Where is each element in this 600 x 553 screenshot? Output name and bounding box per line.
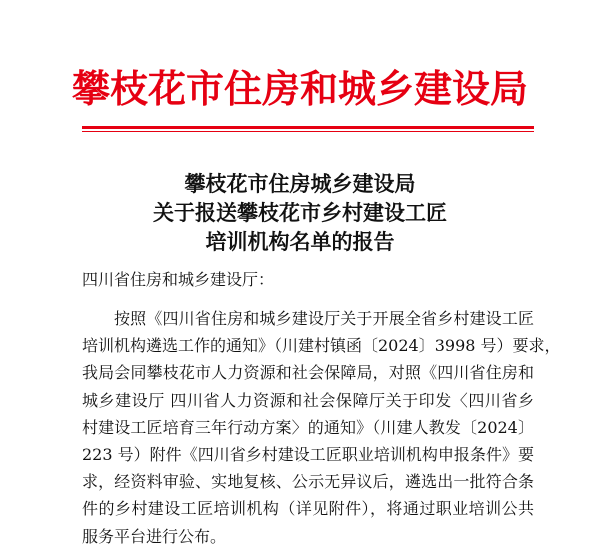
- body-line: 我局会同攀枝花市人力资源和社会保障局，对照《四川省住房和: [82, 363, 534, 383]
- body-line: 村建设工匠培育三年行动方案〉的通知》（川建人教发〔2024〕: [82, 417, 534, 437]
- header-red-rule-thick: [82, 126, 534, 129]
- body-paragraph: [82, 305, 561, 550]
- body-line: 求，经资料审验、实地复核、公示无异议后，遴选出一批符合条: [82, 472, 534, 492]
- body-line: 服务平台进行公布。: [82, 526, 227, 546]
- body-line: 城乡建设厅 四川省人力资源和社会保障厅关于印发〈四川省乡: [82, 390, 534, 410]
- body-line: 件的乡村建设工匠培训机构（详见附件），将通过职业培训公共: [82, 499, 534, 519]
- document-title-line: 培训机构名单的报告: [205, 230, 395, 254]
- document-title-line: 攀枝花市住房城乡建设局: [184, 172, 416, 196]
- document-title: [0, 170, 600, 257]
- body-line: 培训机构遴选工作的通知》（川建村镇函〔2024〕3998 号）要求，: [82, 336, 561, 356]
- document-title-line: 关于报送攀枝花市乡村建设工匠: [153, 201, 447, 225]
- salutation: 四川省住房和城乡建设厅：: [82, 270, 275, 289]
- body-line: 按照《四川省住房和城乡建设厅关于开展全省乡村建设工匠: [114, 309, 534, 328]
- header-red-rule-thin: [82, 131, 534, 132]
- body-line: 223 号）附件《四川省乡村建设工匠职业培训机构申报条件》要: [82, 444, 534, 464]
- issuing-authority-header: 攀枝花市住房和城乡建设局: [71, 67, 528, 111]
